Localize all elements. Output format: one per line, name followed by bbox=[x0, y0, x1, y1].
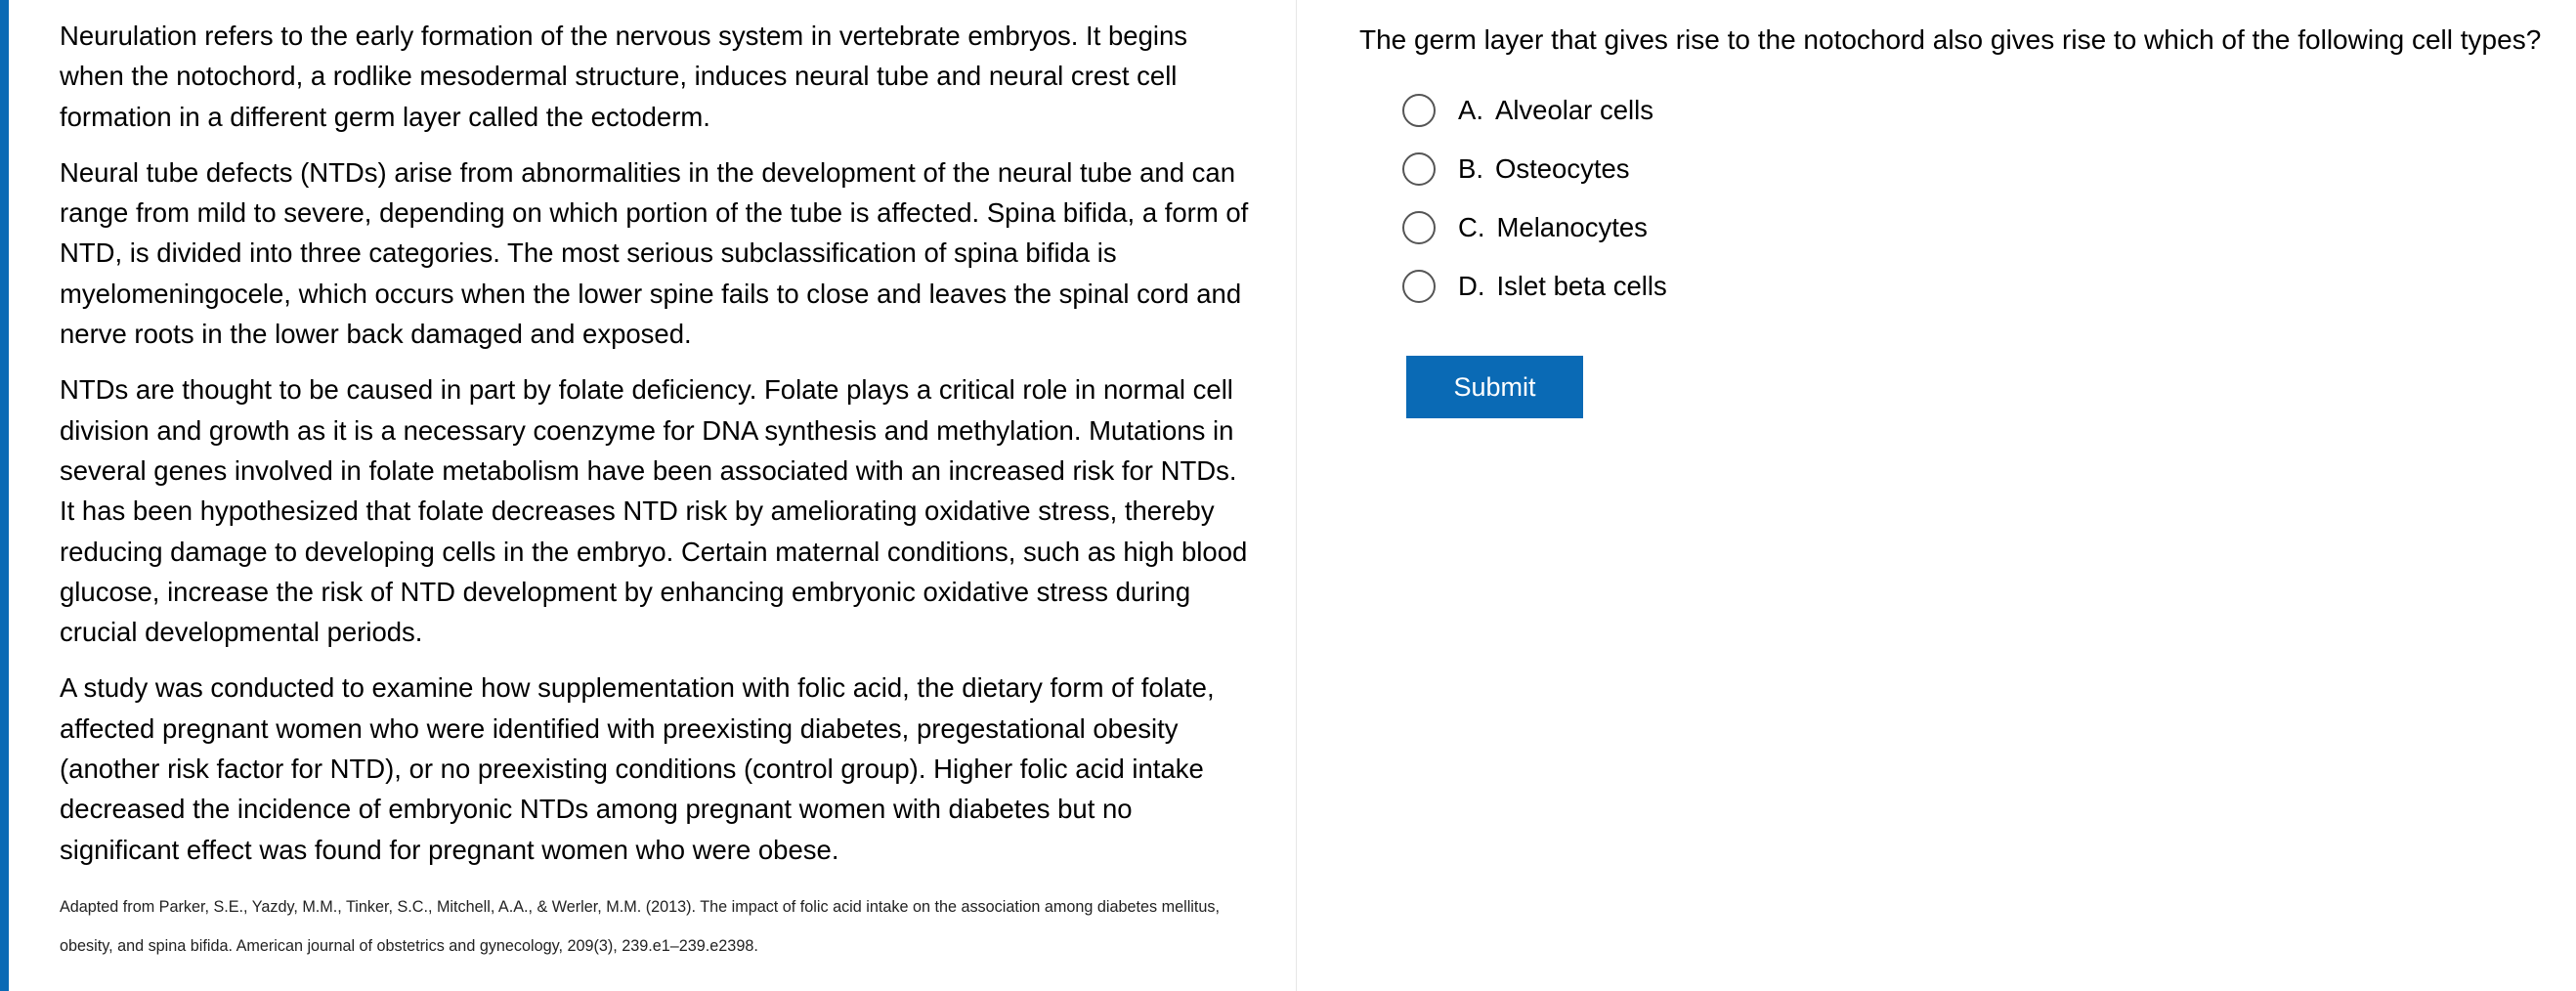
answer-options bbox=[1402, 81, 2576, 316]
accent-bar bbox=[0, 0, 9, 991]
passage-paragraph-1: Neurulation refers to the early formation of the nervous system in vertebrate embryos. It begins when the notochord, a rodlike mesodermal structure, induces neural tube and neural crest cell formation in a different germ layer called the ectoderm. bbox=[60, 21, 1188, 132]
question-pane bbox=[1297, 0, 2576, 991]
passage-paragraph-4: A study was conducted to examine how supplementation with folic acid, the dietary form of folate, affected pregnant women who were identified with preexisting diabetes, pregestational obesity (another risk factor for NTD), or no preexisting conditions (control group). Higher folic acid intake decreased the incidence of embryonic NTDs among pregnant women with diabetes but no significant effect was found for pregnant women who were obese. bbox=[60, 672, 1215, 865]
passage-paragraph-3: NTDs are thought to be caused in part by folate deficiency. Folate plays a critical role in normal cell division and growth as it is a necessary coenzyme for DNA synthesis and methylation. Mutations in several genes involved in folate metabolism have been associated with an increased risk for NTDs. It has been hypothesized that folate decreases NTD risk by ameliorating oxidative stress, thereby reducing damage to developing cells in the embryo. Certain maternal conditions, such as high blood glucose, increase the risk of NTD development by enhancing embryonic oxidative stress during crucial developmental periods. bbox=[60, 374, 1248, 648]
answer-option-d[interactable] bbox=[1402, 257, 2576, 316]
answer-option-a[interactable] bbox=[1402, 81, 2576, 140]
radio-button-a[interactable] bbox=[1402, 94, 1436, 127]
submit-button[interactable]: Submit bbox=[1406, 356, 1583, 418]
option-letter-b: B. bbox=[1458, 153, 1483, 184]
option-letter-a: A. bbox=[1458, 95, 1483, 125]
radio-button-b[interactable] bbox=[1402, 152, 1436, 186]
option-label-a: Alveolar cells bbox=[1494, 95, 1653, 125]
passage-citation: Adapted from Parker, S.E., Yazdy, M.M., Tinker, S.C., Mitchell, A.A., & Werler, M.M. (2013). The impact of folic acid intake on the association among diabetes mellitus, obesity, and spina bifida. American journal of obstetrics and gynecology, 209(3), 239.e1–239.e2398. bbox=[60, 897, 1220, 955]
radio-button-c[interactable] bbox=[1402, 211, 1436, 244]
radio-button-d[interactable] bbox=[1402, 270, 1436, 303]
option-label-d: Islet beta cells bbox=[1496, 271, 1667, 301]
passage-pane[interactable] bbox=[9, 0, 1297, 991]
option-label-c: Melanocytes bbox=[1496, 212, 1648, 242]
passage-paragraph-2: Neural tube defects (NTDs) arise from abnormalities in the development of the neural tube and can range from mild to severe, depending on which portion of the tube is affected. Spina bifida, a form of NTD, is divided into three categories. The most serious subclassification of spina bifida is myelomeningocele, which occurs when the lower spine fails to close and leaves the spinal cord and nerve roots in the lower back damaged and exposed. bbox=[60, 156, 1249, 350]
answer-option-c[interactable] bbox=[1402, 198, 2576, 257]
option-letter-d: D. bbox=[1458, 271, 1485, 301]
question-stem: The germ layer that gives rise to the notochord also gives rise to which of the following cell types? bbox=[1359, 24, 2542, 55]
option-label-b: Osteocytes bbox=[1494, 153, 1630, 184]
answer-option-b[interactable] bbox=[1402, 140, 2576, 198]
option-letter-c: C. bbox=[1458, 212, 1485, 242]
